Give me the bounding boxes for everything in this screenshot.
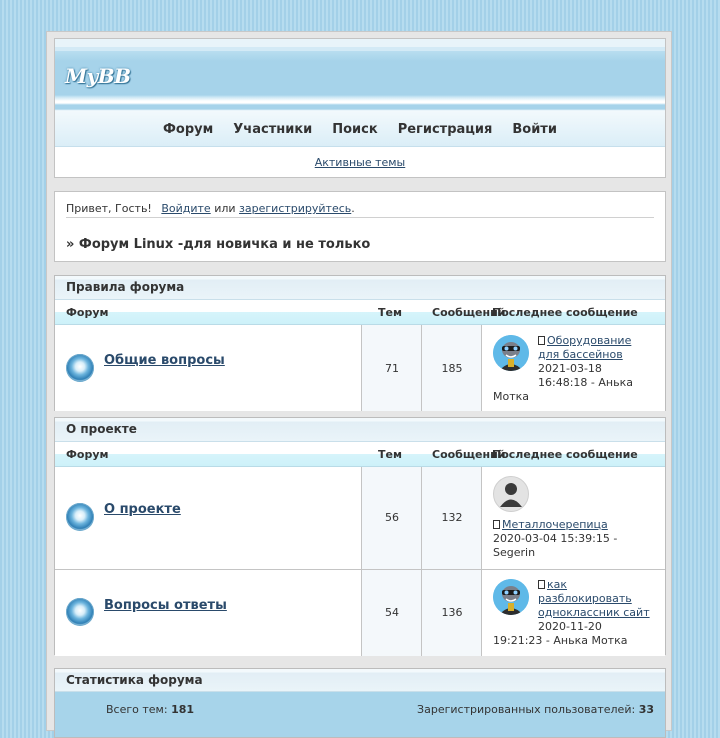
category-about-project bbox=[54, 417, 666, 655]
main-menu bbox=[55, 111, 665, 147]
last-post-cell bbox=[481, 325, 665, 411]
last-post-cell bbox=[481, 570, 665, 656]
col-forum: Форум bbox=[66, 448, 109, 461]
login-link[interactable]: Войдите bbox=[161, 202, 211, 215]
document-icon bbox=[538, 336, 545, 345]
last-post-link[interactable]: Оборудование bbox=[547, 334, 632, 347]
stats-title: Статистика форума bbox=[55, 669, 665, 692]
col-threads: Тем bbox=[378, 448, 402, 461]
last-post-link-cont[interactable]: для бассейнов bbox=[538, 348, 623, 361]
document-icon bbox=[538, 580, 545, 589]
last-post-cell bbox=[481, 467, 665, 569]
divider bbox=[66, 217, 654, 218]
thread-count: 54 bbox=[385, 606, 399, 619]
menu-search[interactable]: Поиск bbox=[332, 121, 378, 137]
document-icon bbox=[493, 520, 500, 529]
or-text: или bbox=[214, 202, 236, 215]
register-link[interactable]: зарегистрируйтесь bbox=[239, 202, 352, 215]
last-post-link-cont[interactable]: разблокировать bbox=[538, 592, 632, 605]
forum-row bbox=[55, 467, 665, 570]
stats-body bbox=[55, 692, 665, 737]
forum-link[interactable]: О проекте bbox=[104, 502, 181, 517]
logo-band bbox=[55, 39, 665, 111]
col-last-post: Последнее сообщение bbox=[492, 306, 638, 319]
sub-links bbox=[55, 147, 665, 177]
last-post-time: 16:48:18 - Анька bbox=[538, 376, 633, 389]
mascot-avatar-icon[interactable] bbox=[493, 579, 529, 615]
breadcrumb[interactable]: » Форум Linux -для новичка и не только bbox=[66, 237, 371, 252]
menu-members[interactable]: Участники bbox=[233, 121, 313, 137]
thread-count: 56 bbox=[385, 511, 399, 524]
forum-link[interactable]: Общие вопросы bbox=[104, 353, 225, 368]
forum-status-icon bbox=[66, 354, 94, 382]
col-forum: Форум bbox=[66, 306, 109, 319]
menu-login[interactable]: Войти bbox=[512, 121, 557, 137]
last-post-author[interactable]: Segerin bbox=[493, 546, 536, 559]
column-header bbox=[55, 300, 665, 325]
col-posts: Сообщений bbox=[432, 306, 506, 319]
forum-row bbox=[55, 570, 665, 656]
col-last-post: Последнее сообщение bbox=[492, 448, 638, 461]
total-topics-label: Всего тем: bbox=[106, 703, 168, 716]
col-posts: Сообщений bbox=[432, 448, 506, 461]
last-post-date: 2020-11-20 bbox=[538, 620, 602, 633]
mascot-avatar-icon[interactable] bbox=[493, 335, 529, 371]
menu-register[interactable]: Регистрация bbox=[397, 121, 493, 137]
last-post-author[interactable]: Мотка bbox=[493, 390, 530, 403]
forum-row bbox=[55, 325, 665, 411]
post-count: 132 bbox=[441, 511, 463, 524]
menu-band bbox=[55, 111, 665, 147]
mybb-logo[interactable]: MyBB bbox=[65, 64, 131, 88]
active-topics-link[interactable]: Активные темы bbox=[314, 155, 406, 169]
post-count: 185 bbox=[441, 362, 463, 375]
post-count: 136 bbox=[441, 606, 463, 619]
category-forum-rules bbox=[54, 275, 666, 411]
period-text: . bbox=[351, 202, 355, 215]
welcome-box bbox=[54, 191, 666, 262]
last-post-link[interactable]: Металлочерепица bbox=[502, 518, 608, 531]
registered-users-value: 33 bbox=[638, 703, 654, 716]
forum-status-icon bbox=[66, 598, 94, 626]
category-title[interactable]: О проекте bbox=[55, 418, 665, 442]
thread-count: 71 bbox=[385, 362, 399, 375]
last-post-link[interactable]: как bbox=[547, 578, 568, 591]
last-post-date: 2020-03-04 15:39:15 - bbox=[493, 532, 618, 545]
registered-users-label: Зарегистрированных пользователей: bbox=[417, 703, 636, 716]
greeting-text: Привет, Гость! bbox=[66, 202, 152, 215]
col-threads: Тем bbox=[378, 306, 402, 319]
forum-status-icon bbox=[66, 503, 94, 531]
guest-greeting-line bbox=[66, 202, 355, 215]
forum-statistics bbox=[54, 668, 666, 738]
forum-header bbox=[54, 38, 666, 178]
last-post-date: 2021-03-18 bbox=[538, 362, 602, 375]
forum-link[interactable]: Вопросы ответы bbox=[104, 598, 227, 613]
last-post-link-cont[interactable]: одноклассник сайт bbox=[538, 606, 650, 619]
column-header bbox=[55, 442, 665, 467]
total-topics-value: 181 bbox=[171, 703, 195, 716]
category-title[interactable]: Правила форума bbox=[55, 276, 665, 300]
default-avatar-icon[interactable] bbox=[493, 476, 529, 512]
last-post-time-author: 19:21:23 - Анька Мотка bbox=[493, 634, 628, 647]
menu-forum[interactable]: Форум bbox=[163, 121, 214, 137]
